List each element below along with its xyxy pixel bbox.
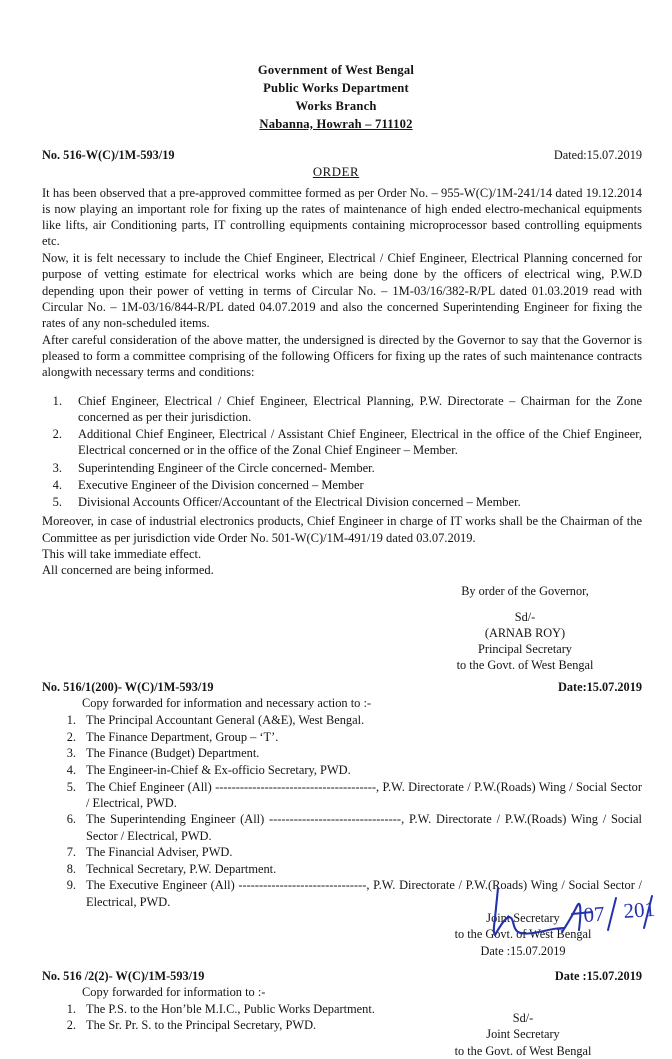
forwarding-2-subtitle: Copy forwarded for information to :- (82, 984, 266, 999)
body-paragraphs (0, 185, 672, 381)
list-item (42, 877, 642, 909)
list-item-text: The Finance Department, Group – ‘T’. (86, 729, 279, 744)
committee-item-number: 3. (52, 460, 62, 475)
committee-list (0, 393, 672, 511)
list-item (42, 861, 642, 877)
signature-sd: Sd/- (512, 1011, 534, 1026)
forwarding-2-header (0, 969, 672, 984)
list-item-text: The Chief Engineer (All) ---------------------------------------, P.W. Directorate / P.W.(Roads) Wing / Social Sector / Electrical, PWD. (86, 779, 642, 810)
signatory-name: (ARNAB ROY) (484, 626, 566, 641)
letterhead-line-government: Government of West Bengal (257, 63, 415, 77)
paragraph-3: After careful consideration of the above matter, the undersigned is directed by the Governor to say that the Governor is pleased to form a committee comprising of the following Officers for fixing up the rates of such maintenance contracts alongwith necessary terms and conditions: (42, 332, 642, 380)
list-item (42, 844, 642, 860)
list-item-number: 7. (66, 845, 76, 860)
committee-item-number: 5. (52, 495, 62, 509)
list-item-text: The Superintending Engineer (All) --------------------------------, P.W. Directorate / P.W.(Roads) Wing / Social Sector / Electrical, PWD. (86, 812, 642, 843)
committee-item (42, 460, 642, 476)
list-item-text: The Finance (Budget) Department. (86, 746, 260, 761)
letterhead (0, 62, 672, 134)
list-item-number: 5. (66, 779, 76, 794)
list-item-number: 1. (66, 1001, 76, 1016)
forwarding-1-header (0, 680, 672, 695)
letterhead-line-branch: Works Branch (295, 98, 377, 113)
committee-item-text: Chief Engineer, Electrical / Chief Engineer, Electrical Planning, P.W. Directorate – Chairman for the Zone concerned as per their jurisdiction. (78, 393, 642, 424)
paragraph-2: Now, it is felt necessary to include the Chief Engineer, Electrical / Chief Engineer, Electrical Planning concerned for purpose of vetting estimate for electrical works which are being done by the officers of electrical wing, P.W.D depending upon their power of vetting in terms of Circular No. – 1M-03/16/382-R/PL dated 01.03.2019 read with Circular No. – 1M-03/16/844-R/PL dated 04.07.2019 and also the concerned Superintending Engineer for fixing the rates of any non-scheduled items. (42, 251, 642, 330)
signatory-designation: Principal Secretary (478, 642, 572, 657)
signature-block-joint-secretary-1 (398, 897, 656, 959)
list-item (42, 779, 642, 811)
order-heading (0, 165, 672, 180)
list-item (42, 745, 642, 761)
forwarding-2-memo-date: Date :15.07.2019 (554, 968, 642, 983)
committee-item-text: Executive Engineer of the Division concerned – Member (78, 477, 364, 492)
memo-header-row (0, 148, 672, 163)
forwarding-1-memo-date: Date:15.07.2019 (557, 680, 642, 695)
paragraph-1: It has been observed that a pre-approved committee formed as per Order No. – 955-W(C)/1M-241/14 dated 19.12.2014 is now playing an important role for fixing up the rates of maintenance of high ended electro-mechanical equipments like lifts, air Conditioning parts, IT controlling equipments containing microprocessor based controlling equipments etc. (42, 185, 642, 249)
memo-number: No. 516-W(C)/1M-593/19 (42, 147, 175, 162)
letterhead-line-department: Public Works Department (263, 80, 409, 95)
list-item-number: 1. (66, 713, 76, 728)
memo-date: Dated:15.07.2019 (553, 147, 642, 162)
signatory-govt: to the Govt. of West Bengal (454, 1043, 592, 1058)
signature-sd: Sd/- (514, 610, 536, 625)
closing-paragraph-informed: All concerned are being informed. (42, 563, 214, 577)
committee-item-number: 1. (52, 393, 62, 408)
committee-item (42, 426, 642, 459)
by-order-line: By order of the Governor, (461, 584, 589, 599)
signature-block-joint-secretary-2 (398, 1010, 648, 1059)
list-item (42, 811, 642, 843)
committee-item (42, 494, 642, 510)
list-item-number: 9. (66, 878, 76, 893)
signatory-govt: to the Govt. of West Bengal (454, 927, 592, 942)
letterhead-line-address: Nabanna, Howrah – 711102 (259, 116, 413, 131)
list-item-text: The Executive Engineer (All) -------------------------------, P.W. Directorate / P.W.(Roads) Wing / Social Sector / Electrical, PWD. (86, 878, 642, 909)
list-item-text: The Sr. Pr. S. to the Principal Secretary, PWD. (86, 1018, 317, 1033)
svg-text:07: 07 (582, 901, 606, 928)
list-item-number: 8. (66, 861, 76, 876)
list-item-text: The Financial Adviser, PWD. (86, 845, 233, 860)
forwarding-1-subtitle: Copy forwarded for information and necessary action to :- (82, 696, 372, 711)
forwarding-section-1 (0, 680, 672, 959)
list-item-text: The Principal Accountant General (A&E), West Bengal. (86, 713, 365, 728)
list-item (42, 712, 642, 728)
svg-text:201: 201 (622, 897, 656, 924)
list-item (42, 729, 642, 745)
list-item-text: Technical Secretary, P.W. Department. (86, 861, 277, 876)
committee-item (42, 477, 642, 493)
committee-item-text: Additional Chief Engineer, Electrical / Assistant Chief Engineer, Electrical in the office of the Chief Engineer, Electrical concerned or in the office of the Zonal Chief Engineer – Member. (78, 427, 642, 458)
committee-item-text: Superintending Engineer of the Circle concerned- Member. (78, 460, 375, 475)
signatory-designation: Joint Secretary (486, 1027, 560, 1042)
committee-item-number: 4. (52, 477, 62, 492)
list-item-text: The Engineer-in-Chief & Ex-officio Secretary, PWD. (86, 763, 351, 778)
list-item-number: 6. (66, 812, 76, 827)
list-item-number: 2. (66, 729, 76, 744)
signatory-designation: Joint Secretary (486, 911, 560, 926)
forwarding-2-memo-number: No. 516 /2(2)- W(C)/1M-593/19 (42, 968, 205, 983)
list-item-number: 3. (66, 746, 76, 761)
list-item-number: 2. (66, 1018, 76, 1033)
committee-item-number: 2. (52, 427, 62, 441)
closing-paragraph-moreover: Moreover, in case of industrial electronics products, Chief Engineer in charge of IT works shall be the Chairman of the Committee as per jurisdiction vide Order No. 501-W(C)/1M-491/19 dated 03.07.2019. (42, 514, 642, 545)
signatory-date: Date :15.07.2019 (480, 943, 566, 958)
closing-paragraphs (0, 513, 672, 578)
list-item (42, 762, 642, 778)
order-heading-text: ORDER (312, 164, 360, 179)
list-item-text: The P.S. to the Hon’ble M.I.C., Public Works Department. (86, 1001, 375, 1016)
committee-item (42, 393, 642, 426)
committee-item-text: Divisional Accounts Officer/Accountant of the Electrical Division concerned – Member. (78, 495, 521, 509)
forwarding-section-2 (0, 969, 672, 1059)
forwarding-1-list (0, 712, 672, 910)
closing-paragraph-effect: This will take immediate effect. (42, 546, 202, 561)
signature-block-primary (400, 584, 650, 674)
list-item-number: 4. (66, 763, 76, 778)
forwarding-1-memo-number: No. 516/1(200)- W(C)/1M-593/19 (42, 680, 214, 695)
signatory-govt: to the Govt. of West Bengal (456, 658, 594, 673)
